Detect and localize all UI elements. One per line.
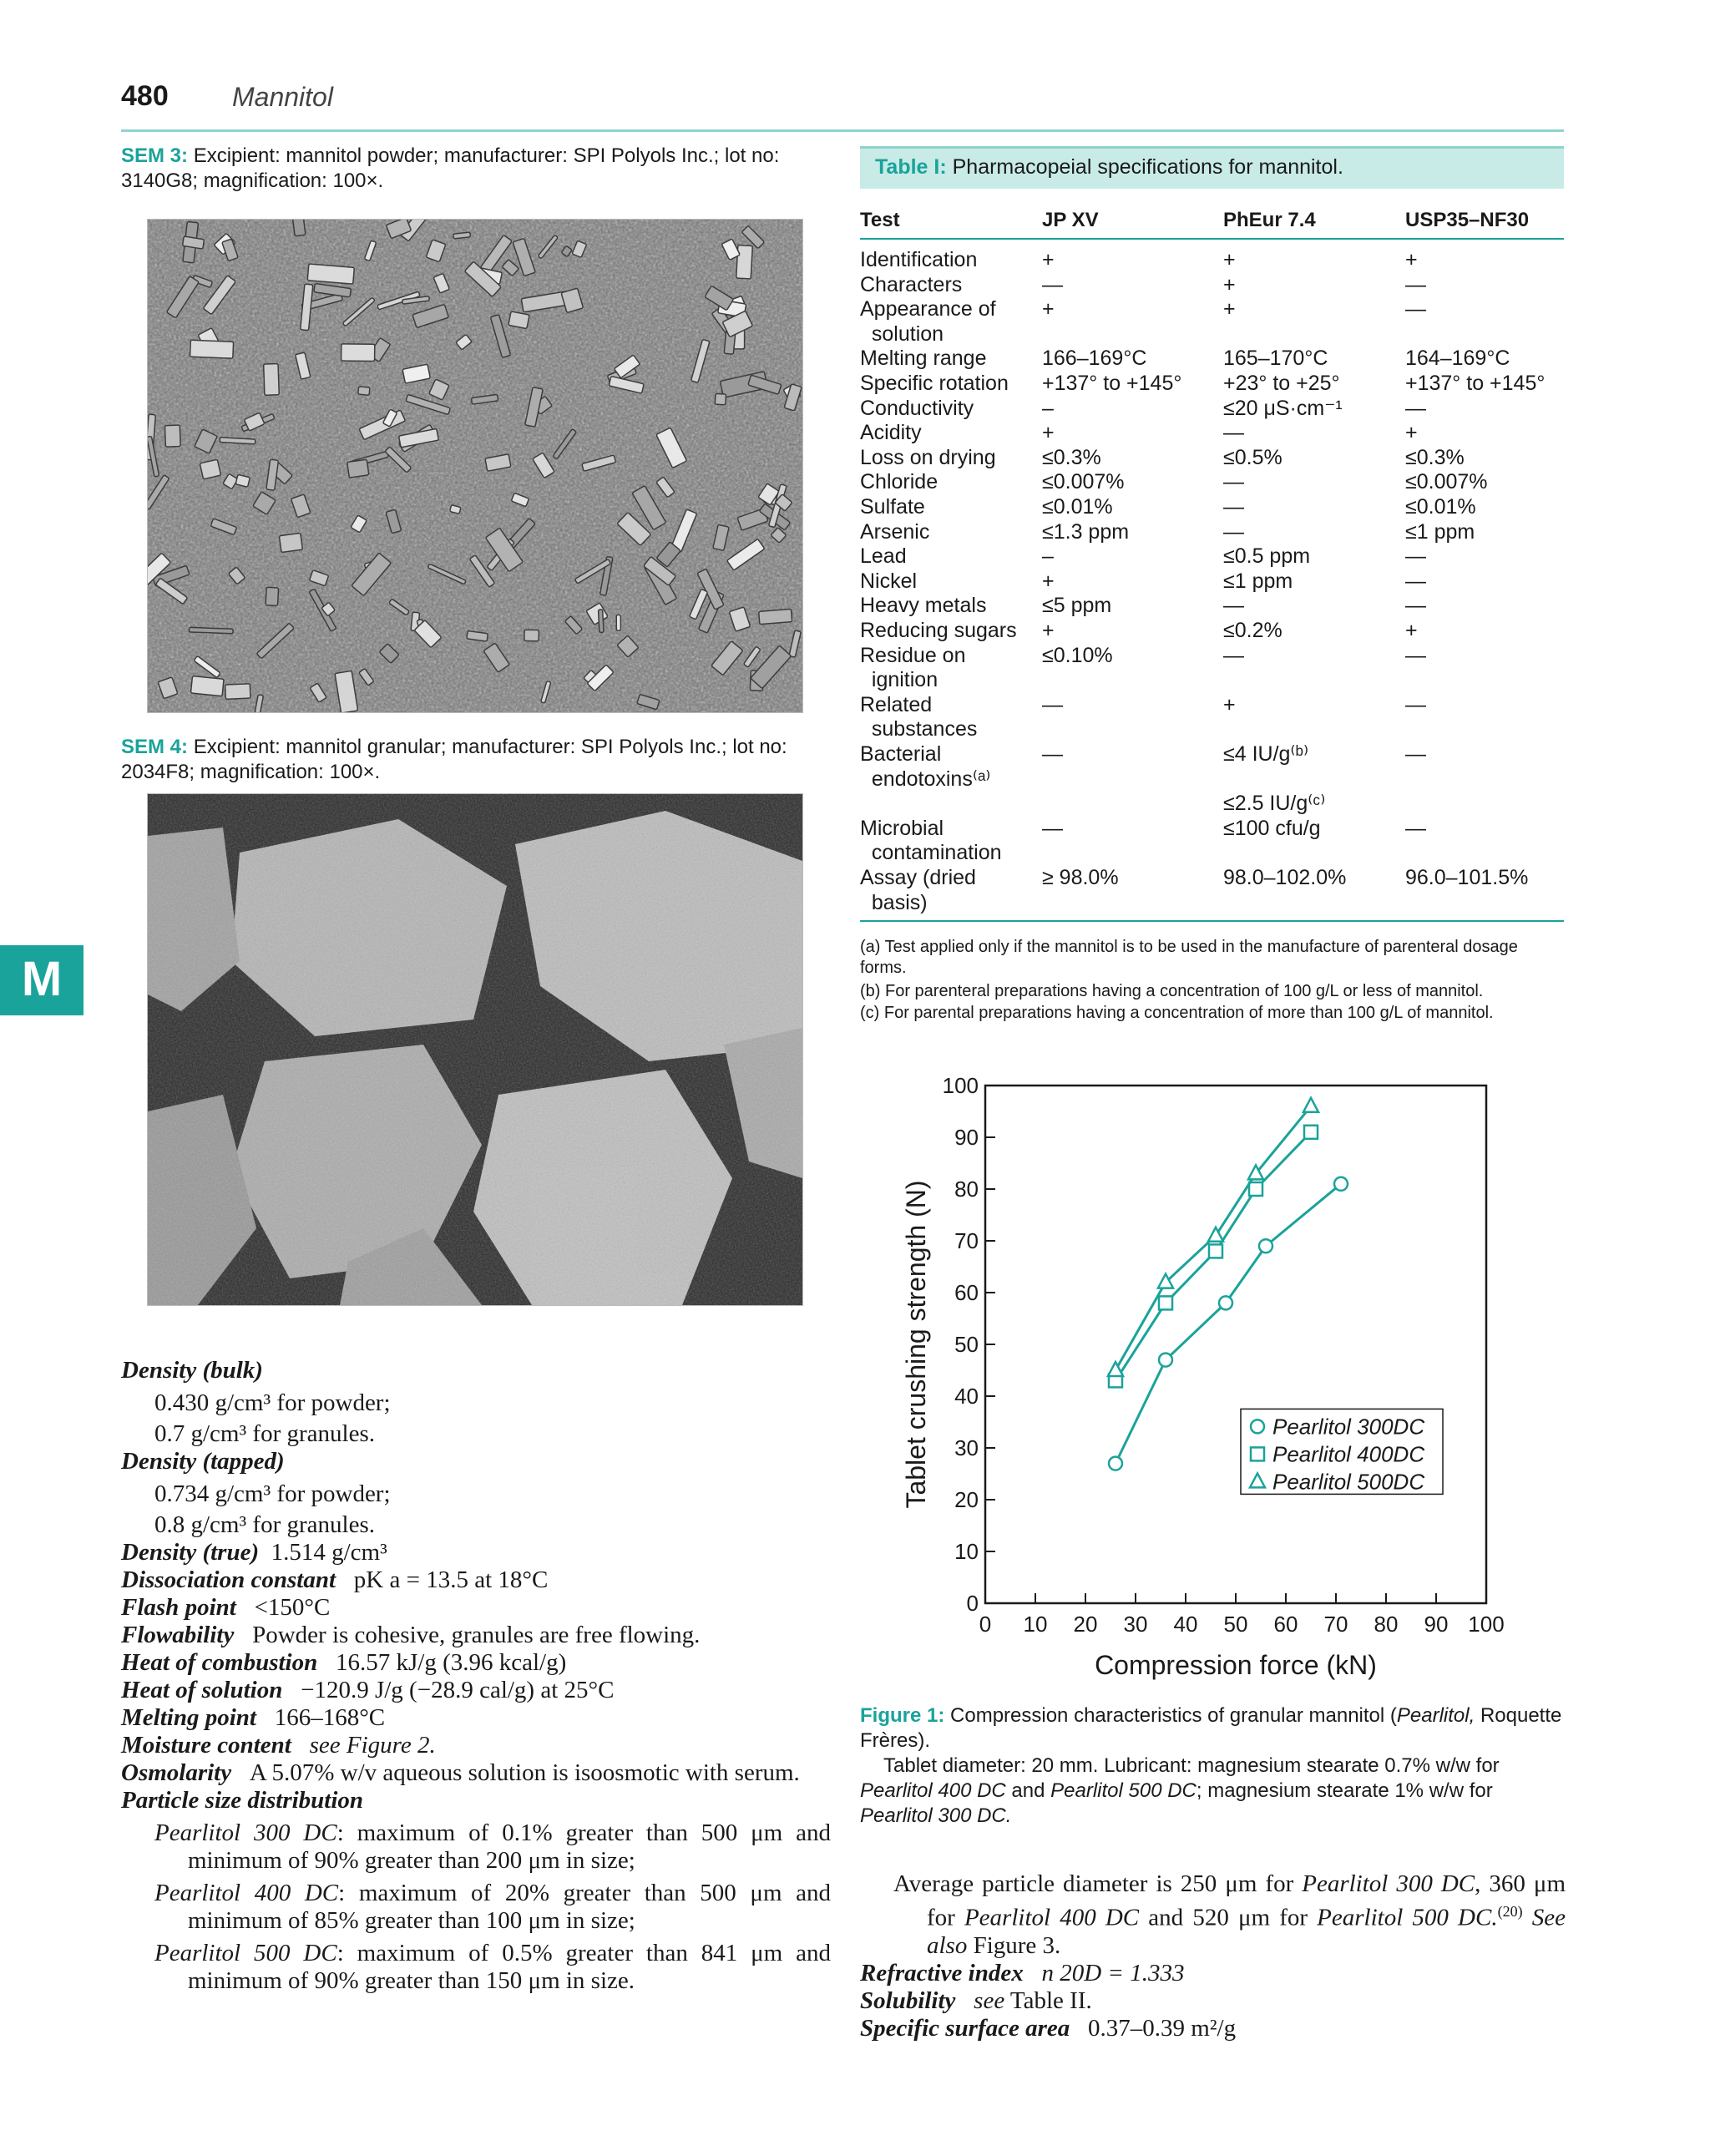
crystal-particle	[225, 684, 250, 700]
data-point-circle	[1219, 1296, 1232, 1309]
table-footnote-b: (b) For parenteral preparations having a concentration of 100 g/L or less of mannitol.	[860, 982, 1484, 1000]
table-cell: —	[1223, 470, 1244, 494]
section-tab-rule	[0, 1012, 83, 1015]
table-cell: ≤0.10%	[1042, 643, 1113, 667]
sem4-text: Excipient: mannitol granular; manufacturer: SPI Polyols Inc.; lot no: 2034F8; magnification: 100×.	[121, 736, 787, 783]
specific-surface-area: Specific surface area 0.37–0.39 m²/g	[860, 2014, 1237, 2042]
data-point-circle	[1159, 1354, 1172, 1367]
table-cell: 164–169°C	[1405, 347, 1510, 371]
table-header-pheur: PhEur 7.4	[1223, 209, 1316, 231]
density-bulk-heading: Density (bulk)	[121, 1357, 263, 1384]
table-cell: ≤2.5 IU/g⁽ᶜ⁾	[1223, 792, 1326, 816]
table-cell: 166–169°C	[1042, 347, 1147, 371]
sem3-caption	[121, 144, 831, 194]
crystal-particle	[341, 344, 375, 362]
figure1-label: Figure 1:	[860, 1704, 945, 1727]
table-cell: +	[1042, 248, 1055, 271]
table-cell: ≤20 μS·cm⁻¹	[1223, 396, 1343, 420]
y-tick-label: 20	[954, 1487, 979, 1512]
compression-chart	[860, 1060, 1561, 1695]
table-test-name: Melting range	[860, 347, 987, 371]
table-header-jp: JP XV	[1042, 209, 1099, 231]
x-tick-label: 50	[1223, 1612, 1248, 1637]
table-cell: —	[1405, 569, 1426, 593]
table-test-name: basis)	[860, 890, 928, 914]
density-tapped-heading: Density (tapped)	[121, 1448, 285, 1475]
dissociation-constant: Dissociation constant pK a = 13.5 at 18°C	[121, 1566, 549, 1593]
data-point-triangle	[1108, 1362, 1123, 1376]
crystal-particle	[358, 387, 370, 395]
moisture-content: Moisture content see Figure 2.	[121, 1732, 436, 1759]
x-tick-label: 100	[1468, 1612, 1505, 1637]
table-cell: +	[1405, 248, 1418, 271]
sem3-label: SEM 3:	[121, 144, 189, 167]
crystal-particle	[759, 609, 792, 624]
psd-500: Pearlitol 500 DC: maximum of 0.5% greater than 841 μm and minimum of 90% greater than 150 μm in size.	[154, 1940, 831, 1994]
table-cell: —	[1405, 544, 1426, 569]
table-footnote-a: (a) Test applied only if the mannitol is to be used in the manufacture of parenteral dosage forms.	[860, 938, 1518, 977]
table-cell: —	[1405, 742, 1426, 766]
y-tick-label: 80	[954, 1177, 979, 1202]
crystal-particle	[189, 627, 233, 633]
table-cell: 98.0–102.0%	[1223, 866, 1347, 889]
crystal-particle	[279, 533, 302, 552]
table-cell: —	[1405, 594, 1426, 618]
table-cell: ≤0.01%	[1042, 495, 1113, 519]
table-cell: +	[1223, 692, 1236, 716]
crystal-particle	[190, 676, 224, 696]
psd-heading: Particle size distribution	[121, 1787, 364, 1814]
table-test-name: Chloride	[860, 470, 938, 494]
density-true: Density (true) 1.514 g/cm³	[121, 1539, 387, 1566]
table-test-name: substances	[860, 717, 978, 741]
table-cell: +	[1405, 619, 1418, 642]
legend-marker-circle	[1251, 1420, 1264, 1433]
table-test-name: Bacterial	[860, 742, 942, 766]
x-tick-label: 90	[1424, 1612, 1449, 1637]
flowability: Flowability Powder is cohesive, granules are free flowing.	[121, 1622, 701, 1648]
crystal-particle	[616, 615, 620, 630]
table-cell: ≥ 98.0%	[1042, 866, 1119, 889]
data-point-circle	[1109, 1457, 1122, 1470]
solubility: Solubility see Table II.	[860, 1986, 1092, 2014]
table-cell: +	[1223, 272, 1236, 296]
section-tab-m: M	[0, 945, 83, 1012]
refractive-index: Refractive index n 20D = 1.333	[860, 1959, 1185, 1986]
table-cell: —	[1405, 816, 1426, 840]
y-tick-label: 50	[954, 1332, 979, 1357]
y-tick-label: 90	[954, 1125, 979, 1150]
table-cell: —	[1405, 396, 1426, 420]
table-test-name: Residue on	[860, 643, 966, 667]
sem3-micrograph	[147, 219, 803, 713]
crystal-particle	[235, 474, 250, 487]
table-cell: ≤0.3%	[1405, 445, 1465, 469]
crystal-particle	[736, 245, 753, 279]
x-tick-label: 60	[1273, 1612, 1298, 1637]
table-cell: +	[1223, 248, 1236, 271]
table-label: Table I:	[875, 155, 947, 179]
table-cell: ≤0.5 ppm	[1223, 544, 1311, 569]
y-tick-label: 30	[954, 1435, 979, 1460]
crystal-particle	[200, 459, 220, 479]
table-test-name: Reducing sugars	[860, 619, 1017, 642]
properties-right	[860, 1870, 1566, 2042]
crystal-particle	[508, 311, 529, 329]
y-tick-label: 40	[954, 1384, 979, 1409]
x-tick-label: 80	[1374, 1612, 1399, 1637]
table-test-name: Sulfate	[860, 495, 925, 519]
table-cell: ≤4 IU/g⁽ᵇ⁾	[1223, 742, 1309, 766]
table-test-name: Nickel	[860, 569, 918, 593]
average-particle-diameter: Average particle diameter is 250 μm for Pearlitol 300 DC, 360 μm for Pearlitol 400 DC and 520 μm for Pearlitol 500 DC.$^{(20)}$ See also Figure 3.	[893, 1870, 1566, 1959]
table-test-name: Loss on drying	[860, 445, 996, 469]
crystal-particle	[453, 232, 471, 239]
plot-frame	[985, 1086, 1486, 1603]
table-cell: —	[1042, 816, 1063, 840]
sem4-label: SEM 4:	[121, 736, 189, 758]
data-point-square	[1159, 1296, 1172, 1309]
table-test-name: Characters	[860, 272, 963, 296]
table-header-usp: USP35–NF30	[1405, 209, 1530, 231]
crystal-particle	[715, 393, 726, 405]
table-header-test: Test	[860, 209, 900, 231]
table-cell: —	[1223, 421, 1244, 445]
y-axis-label: Tablet crushing strength (N)	[901, 1180, 931, 1509]
table-test-name: solution	[860, 321, 944, 346]
table-cell: ≤1.3 ppm	[1042, 519, 1130, 544]
table-cell: —	[1223, 519, 1244, 544]
sem3-text: Excipient: mannitol powder; manufacturer: SPI Polyols Inc.; lot no: 3140G8; magnification: 100×.	[121, 144, 780, 192]
table-cell: +	[1042, 569, 1055, 593]
table-test-name: Heavy metals	[860, 594, 987, 618]
legend-label: Pearlitol 400DC	[1272, 1441, 1425, 1467]
sem4-texture	[148, 794, 802, 1305]
data-point-circle	[1259, 1239, 1272, 1253]
crystal-particle	[264, 364, 280, 396]
crystal-particle	[190, 340, 233, 358]
table-title-text: Pharmacopeial specifications for mannitol.	[952, 155, 1343, 179]
x-tick-label: 20	[1073, 1612, 1098, 1637]
table-cell: ≤0.01%	[1405, 495, 1476, 519]
crystal-particle	[307, 264, 354, 284]
table-cell: +	[1042, 297, 1055, 321]
y-tick-label: 0	[966, 1591, 979, 1616]
table-cell: 165–170°C	[1223, 347, 1328, 371]
x-axis-label: Compression force (kN)	[1095, 1650, 1377, 1680]
table-test-name: endotoxins⁽ᵃ⁾	[860, 767, 991, 791]
table-cell: —	[1223, 643, 1244, 667]
table-cell: +137° to +145°	[1405, 372, 1546, 395]
x-tick-label: 10	[1023, 1612, 1048, 1637]
data-point-square	[1209, 1244, 1222, 1258]
table-cell: +	[1223, 297, 1236, 321]
crystal-particle	[599, 610, 605, 633]
sem4-micrograph	[147, 793, 803, 1306]
flash-point: Flash point <150°C	[121, 1594, 331, 1621]
table-test-name: Specific rotation	[860, 372, 1009, 395]
figure1-caption: Figure 1: Compression characteristics of granular mannitol (Pearlitol, Roquette Frères). Tablet diameter: 20 mm. Lubricant: magnesium stearate 0.7% w/w for Pearlitol 400 DC and Pearlitol 500 DC; magnesium stearate 1% w/w for Pearlitol 300 DC.	[860, 1704, 1562, 1827]
x-tick-label: 0	[979, 1612, 992, 1637]
table-test-name: Arsenic	[860, 519, 930, 544]
table-test-name: Acidity	[860, 421, 922, 445]
crystal-particle	[524, 630, 539, 641]
table-footnote-c: (c) For parental preparations having a concentration of more than 100 g/L of mannitol.	[860, 1004, 1494, 1022]
table-cell: ≤0.007%	[1405, 470, 1488, 494]
table-cell: —	[1223, 594, 1244, 618]
psd-400: Pearlitol 400 DC: maximum of 20% greater than 500 μm and minimum of 85% greater than 100 μm in size;	[154, 1880, 831, 1934]
table-cell: ≤0.3%	[1042, 445, 1101, 469]
table-test-name: Microbial	[860, 816, 944, 840]
melting-point: Melting point 166–168°C	[121, 1704, 386, 1731]
osmolarity: Osmolarity A 5.07% w/v aqueous solution is isoosmotic with serum.	[121, 1759, 800, 1786]
table-cell: —	[1223, 495, 1244, 519]
table-cell: 96.0–101.5%	[1405, 866, 1529, 889]
table-rule-top	[860, 238, 1564, 240]
table-cell: ≤1 ppm	[1223, 569, 1293, 593]
sem4-caption	[121, 735, 822, 785]
x-tick-label: 30	[1123, 1612, 1148, 1637]
table-cell: +	[1042, 619, 1055, 642]
table-cell: ≤100 cfu/g	[1223, 816, 1321, 840]
table-cell: ≤1 ppm	[1405, 519, 1475, 544]
table-cell: +137° to +145°	[1042, 372, 1182, 395]
data-point-triangle	[1303, 1098, 1318, 1112]
heat-of-combustion: Heat of combustion 16.57 kJ/g (3.96 kcal/g)	[121, 1649, 567, 1676]
table-cell: ≤0.5%	[1223, 445, 1282, 469]
y-tick-label: 10	[954, 1539, 979, 1564]
density-bulk-powder: 0.430 g/cm³ for powder;	[154, 1389, 391, 1416]
table-cell: —	[1405, 643, 1426, 667]
table-test-name: Related	[860, 692, 933, 716]
y-tick-label: 70	[954, 1228, 979, 1253]
crystal-particle	[164, 425, 180, 447]
table-cell: —	[1405, 297, 1426, 321]
data-point-square	[1304, 1126, 1318, 1139]
density-bulk-granules: 0.7 g/cm³ for granules.	[154, 1420, 375, 1447]
table-title	[875, 155, 1343, 180]
table-cell: —	[1405, 272, 1426, 296]
psd-300: Pearlitol 300 DC: maximum of 0.1% greater than 500 μm and minimum of 90% greater than 200 μm in size;	[154, 1819, 831, 1874]
table-cell: +	[1405, 421, 1418, 445]
table-test-name: Identification	[860, 248, 978, 271]
density-tapped-powder: 0.734 g/cm³ for powder;	[154, 1480, 391, 1507]
table-rule-bottom	[860, 920, 1564, 922]
page-number: 480	[121, 80, 169, 112]
table-cell: +23° to +25°	[1223, 372, 1340, 395]
table-test-name: ignition	[860, 668, 938, 692]
crystal-particle	[266, 587, 279, 605]
x-tick-label: 40	[1173, 1612, 1198, 1637]
crystal-particle	[347, 459, 369, 478]
heat-of-solution: Heat of solution −120.9 J/g (−28.9 cal/g) at 25°C	[121, 1677, 615, 1703]
x-tick-label: 70	[1323, 1612, 1348, 1637]
data-point-square	[1249, 1182, 1262, 1196]
y-tick-label: 100	[942, 1073, 979, 1098]
table-cell: –	[1042, 544, 1054, 569]
data-point-circle	[1334, 1177, 1348, 1191]
density-tapped-granules: 0.8 g/cm³ for granules.	[154, 1511, 375, 1538]
table-test-name: Appearance of	[860, 297, 996, 321]
legend-label: Pearlitol 500DC	[1272, 1469, 1425, 1495]
table-cell: —	[1042, 272, 1063, 296]
legend-label: Pearlitol 300DC	[1272, 1414, 1425, 1440]
table-cell: —	[1042, 692, 1063, 716]
sem3-texture	[148, 220, 802, 712]
y-tick-label: 60	[954, 1280, 979, 1305]
table-cell: —	[1042, 742, 1063, 766]
running-title: Mannitol	[232, 82, 333, 112]
table-cell: –	[1042, 396, 1054, 420]
table-cell: ≤5 ppm	[1042, 594, 1112, 618]
table-cell: ≤0.2%	[1223, 619, 1282, 642]
properties-left	[121, 1357, 831, 1995]
header-rule	[121, 129, 1564, 132]
table-cell: —	[1405, 692, 1426, 716]
table-cell: ≤0.007%	[1042, 470, 1125, 494]
table-cell: +	[1042, 421, 1055, 445]
table-test-name: contamination	[860, 841, 1002, 865]
table-test-name: Lead	[860, 544, 907, 569]
legend-marker-square	[1251, 1447, 1264, 1460]
table-test-name: Conductivity	[860, 396, 974, 420]
table-test-name: Assay (dried	[860, 866, 976, 889]
